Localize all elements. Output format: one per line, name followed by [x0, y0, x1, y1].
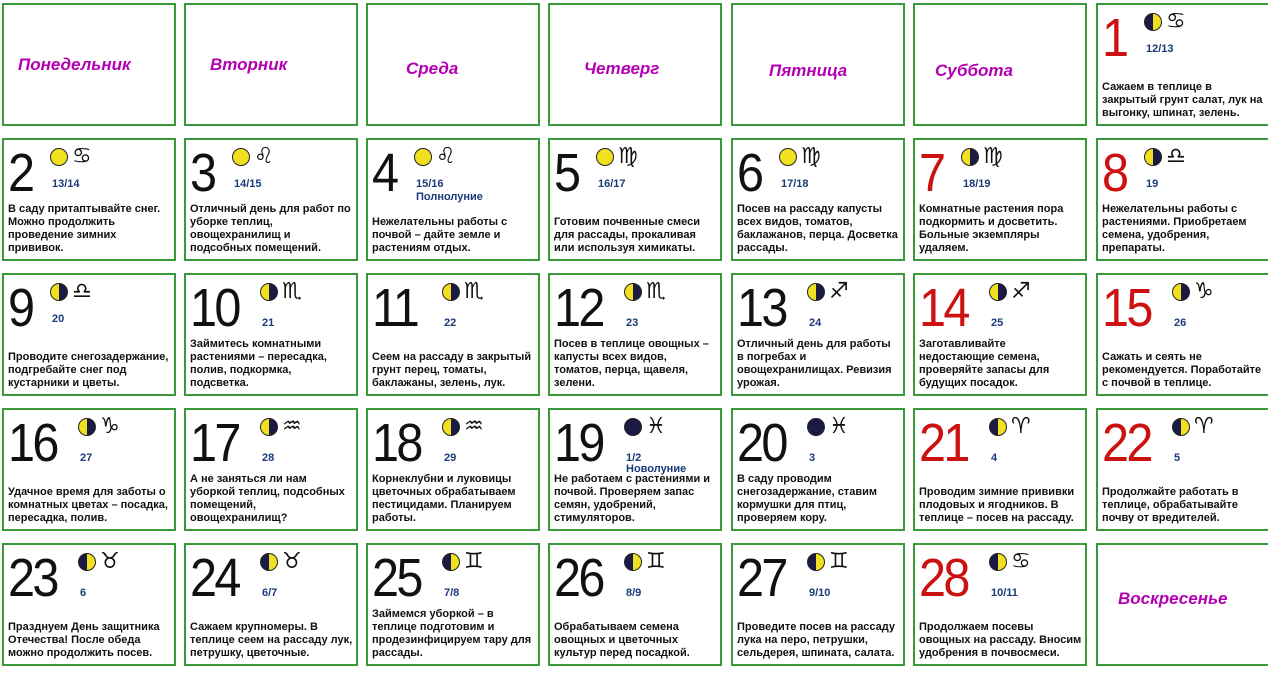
moon-phase-icon: [78, 418, 96, 436]
moon-phase-icon: [260, 418, 278, 436]
header-tuesday: [184, 3, 358, 126]
day-number: 20: [737, 413, 786, 473]
day-number: 16: [8, 413, 57, 473]
moon-phase-icon: [624, 553, 642, 571]
lunar-day: 18/19: [963, 178, 991, 190]
day-note: В саду проводим снегозадержание, ставим кормушки для птиц, проверяем кору.: [737, 473, 877, 524]
day-number: 12: [554, 278, 603, 338]
moon-phase-icon: [779, 148, 797, 166]
day-number: 28: [919, 548, 968, 608]
moon-phase-icon: [50, 283, 68, 301]
virgo-icon: ♍: [801, 144, 821, 169]
capricorn-icon: ♑: [100, 414, 120, 439]
day-cell: [731, 408, 905, 531]
gemini-icon: ♊: [464, 549, 484, 574]
moon-phase-icon: [260, 283, 278, 301]
day-note: Сажать и сеять не рекомендуется. Поработайте с почвой в теплице.: [1102, 351, 1262, 389]
moon-phase-icon: [807, 418, 825, 436]
lunar-day: 21: [262, 317, 275, 329]
weekday-label: Понедельник: [18, 55, 131, 74]
day-note: Отличный день для работ по уборке теплиц, овощехранилищ и подсобных помещений.: [190, 203, 351, 254]
moon-phase-icon: [807, 283, 825, 301]
header-wednesday: [366, 3, 540, 126]
gemini-icon: ♊: [829, 549, 849, 574]
lunar-day: 1/2: [626, 452, 642, 464]
day-cell: [548, 138, 722, 261]
day-cell: [913, 408, 1087, 531]
day-number: 2: [8, 143, 33, 203]
day-cell: [184, 408, 358, 531]
aquarius-icon: ♒: [282, 414, 302, 439]
lunar-day: 27: [80, 452, 93, 464]
day-cell: [184, 543, 358, 666]
lunar-day: 28: [262, 452, 275, 464]
lunar-day: 17/18: [781, 178, 809, 190]
lunar-day: 5: [1174, 452, 1181, 464]
cancer-icon: ♋: [1166, 9, 1186, 34]
aries-icon: ♈: [1194, 414, 1214, 439]
day-note: Удачное время для заботы о комнатных цветах – посадка, пересадка, полив.: [8, 486, 168, 524]
day-cell: [1096, 408, 1268, 531]
lunar-day: 8/9: [626, 587, 642, 599]
day-number: 4: [372, 143, 397, 203]
moon-phase-icon: [442, 553, 460, 571]
sagittarius-icon: ♐: [1011, 279, 1031, 304]
day-cell: [731, 138, 905, 261]
day-cell: [184, 138, 358, 261]
day-note: Проводите снегозадержание, подгребайте снег под кустарники и цветы.: [8, 351, 169, 389]
day-note: Займемся уборкой – в теплице подготовим и продезинфицируем тару для рассады.: [372, 608, 532, 659]
day-note: Сажаем в теплице в закрытый грунт салат, лук на выгонку, шпинат, зелень.: [1102, 81, 1263, 119]
libra-icon: ♎: [1166, 144, 1186, 169]
day-cell: [913, 138, 1087, 261]
header-monday: [2, 3, 176, 126]
day-number: 5: [554, 143, 579, 203]
day-number: 18: [372, 413, 421, 473]
lunar-day: 12/13: [1146, 43, 1174, 55]
moon-phase-icon: [624, 283, 642, 301]
day-cell: [366, 543, 540, 666]
moon-phase-icon: [1144, 148, 1162, 166]
cancer-icon: ♋: [1011, 549, 1031, 574]
day-cell: [366, 138, 540, 261]
scorpio-icon: ♏: [646, 279, 666, 304]
weekday-label: Среда: [406, 59, 459, 78]
leo-icon: ♌: [254, 144, 274, 169]
day-cell: [366, 273, 540, 396]
virgo-icon: ♍: [618, 144, 638, 169]
lunar-day: 23: [626, 317, 639, 329]
moon-phase-icon: [989, 418, 1007, 436]
pisces-icon: ♓: [646, 414, 666, 439]
moon-phase-icon: [50, 148, 68, 166]
day-note: Отличный день для работы в погребах и овощехранилищах. Ревизия урожая.: [737, 338, 892, 389]
aquarius-icon: ♒: [464, 414, 484, 439]
pisces-icon: ♓: [829, 414, 849, 439]
day-cell: [913, 543, 1087, 666]
lunar-day: 10/11: [991, 587, 1018, 599]
taurus-icon: ♉: [282, 549, 302, 574]
day-note: Посев в теплице овощных – капусты всех видов, томатов, перца, щавеля, зелени.: [554, 338, 709, 389]
header-friday: [731, 3, 905, 126]
lunar-day: 6/7: [262, 587, 278, 599]
lunar-day: 29: [444, 452, 457, 464]
day-note: Заготавливайте недостающие семена, проверяйте запасы для будущих посадок.: [919, 338, 1050, 389]
day-cell: [548, 408, 722, 531]
day-cell: [731, 273, 905, 396]
moon-phase-icon: [624, 418, 642, 436]
moon-phase-icon: [414, 148, 432, 166]
day-number: 13: [737, 278, 786, 338]
header-saturday: [913, 3, 1087, 126]
scorpio-icon: ♏: [464, 279, 484, 304]
day-cell: [913, 273, 1087, 396]
weekday-label: Воскресенье: [1118, 589, 1228, 608]
day-number: 24: [190, 548, 239, 608]
capricorn-icon: ♑: [1194, 279, 1214, 304]
weekday-label: Суббота: [935, 61, 1013, 80]
sagittarius-icon: ♐: [829, 279, 849, 304]
libra-icon: ♎: [72, 279, 92, 304]
day-cell: [184, 273, 358, 396]
day-number: 25: [372, 548, 421, 608]
day-note: Нежелательны работы с растениями. Приобретаем семена, удобрения, препараты.: [1102, 203, 1247, 254]
day-cell: [731, 543, 905, 666]
taurus-icon: ♉: [100, 549, 120, 574]
moon-phase-icon: [78, 553, 96, 571]
day-number: 27: [737, 548, 786, 608]
day-cell: [1096, 3, 1268, 126]
lunar-day: 24: [809, 317, 822, 329]
lunar-day: 7/8: [444, 587, 460, 599]
day-note: В саду притаптывайте снег. Можно продолжить проведение зимних прививок.: [8, 203, 161, 254]
day-note: Не работаем с растениями и почвой. Проверяем запас семян, удобрений, стимуляторов.: [554, 473, 711, 524]
day-number: 3: [190, 143, 215, 203]
lunar-day: 16/17: [598, 178, 626, 190]
day-note: Нежелательны работы с почвой – дайте земле и растениям отдых.: [372, 216, 508, 254]
weekday-label: Четверг: [584, 59, 660, 78]
day-cell: [2, 273, 176, 396]
day-number: 23: [8, 548, 57, 608]
day-note: Займитесь комнатными растениями – пересадка, полив, подкормка, подсветка.: [190, 338, 327, 389]
moon-phase-icon: [596, 148, 614, 166]
day-number: 26: [554, 548, 603, 608]
weekday-label: Вторник: [210, 55, 288, 74]
lunar-day: 15/16: [416, 178, 444, 190]
day-cell: [1096, 138, 1268, 261]
lunar-day: 22: [444, 317, 457, 329]
day-number: 8: [1102, 143, 1127, 203]
day-note: Готовим почвенные смеси для рассады, прокаливая или используя химикаты.: [554, 216, 700, 254]
day-note: Корнеклубни и луковицы цветочных обрабатываем пестицидами. Планируем работы.: [372, 473, 516, 524]
moon-phase-icon: [1172, 283, 1190, 301]
day-number: 7: [919, 143, 944, 203]
lunar-day: 19: [1146, 178, 1159, 190]
day-number: 10: [190, 278, 239, 338]
cancer-icon: ♋: [72, 144, 92, 169]
day-cell: [2, 138, 176, 261]
day-note: Продолжайте работать в теплице, обрабатывайте почву от вредителей.: [1102, 486, 1239, 524]
day-number: 22: [1102, 413, 1151, 473]
day-cell: [1096, 273, 1268, 396]
day-cell: [548, 543, 722, 666]
day-note: Посев на рассаду капусты всех видов, томатов, баклажанов, перца. Досветка рассады.: [737, 203, 898, 254]
day-note: Сеем на рассаду в закрытый грунт перец, томаты, баклажаны, зелень, лук.: [372, 351, 532, 389]
day-number: 15: [1102, 278, 1151, 338]
day-note: Комнатные растения пора подкормить и досветить. Больные экземпляры удаляем.: [919, 203, 1064, 254]
moon-phase-icon: [260, 553, 278, 571]
day-number: 1: [1102, 8, 1127, 68]
moon-phase-icon: [989, 553, 1007, 571]
aries-icon: ♈: [1011, 414, 1031, 439]
lunar-day: 3: [809, 452, 816, 464]
day-note: А не заняться ли нам уборкой теплиц, подсобных помещений, овощехранилищ?: [190, 473, 345, 524]
lunar-day: 25: [991, 317, 1004, 329]
lunar-day: 26: [1174, 317, 1187, 329]
moon-phase-icon: [442, 283, 460, 301]
day-number: 14: [919, 278, 968, 338]
day-number: 9: [8, 278, 33, 338]
lunar-day: 6: [80, 587, 87, 599]
day-note: Празднуем День защитника Отечества! После обеда можно продолжить посев.: [8, 621, 160, 659]
lunar-day: 14/15: [234, 178, 262, 190]
lunar-day: 4: [991, 452, 998, 464]
moon-phase-label: Новолуние: [626, 463, 687, 475]
day-number: 6: [737, 143, 762, 203]
day-number: 17: [190, 413, 239, 473]
header-sunday: [1096, 543, 1268, 666]
day-note: Проводим зимние прививки плодовых и ягодников. В теплице – посев на рассаду.: [919, 486, 1075, 524]
day-cell: [548, 273, 722, 396]
day-cell: [2, 543, 176, 666]
moon-phase-icon: [807, 553, 825, 571]
lunar-day: 20: [52, 313, 65, 325]
weekday-label: Пятница: [769, 61, 848, 80]
moon-phase-icon: [1144, 13, 1162, 31]
moon-phase-icon: [961, 148, 979, 166]
moon-phase-icon: [232, 148, 250, 166]
day-note: Обрабатываем семена овощных и цветочных культур перед посадкой.: [554, 621, 690, 659]
moon-phase-icon: [1172, 418, 1190, 436]
day-cell: [366, 408, 540, 531]
lunar-day: 9/10: [809, 587, 831, 599]
lunar-day: 13/14: [52, 178, 80, 190]
day-cell: [2, 408, 176, 531]
moon-phase-icon: [989, 283, 1007, 301]
moon-phase-label: Полнолуние: [416, 191, 483, 203]
leo-icon: ♌: [436, 144, 456, 169]
gemini-icon: ♊: [646, 549, 666, 574]
day-number: 19: [554, 413, 603, 473]
day-number: 21: [919, 413, 968, 473]
day-note: Сажаем крупномеры. В теплице сеем на рассаду лук, петрушку, цветочные.: [190, 621, 353, 659]
day-note: Проведите посев на рассаду лука на перо, петрушки, сельдерея, шпината, салата.: [737, 621, 896, 659]
day-number: 11: [372, 278, 418, 338]
virgo-icon: ♍: [983, 144, 1003, 169]
day-note: Продолжаем посевы овощных на рассаду. Вносим удобрения в почвосмеси.: [919, 621, 1082, 659]
header-thursday: [548, 3, 722, 126]
scorpio-icon: ♏: [282, 279, 302, 304]
moon-phase-icon: [442, 418, 460, 436]
